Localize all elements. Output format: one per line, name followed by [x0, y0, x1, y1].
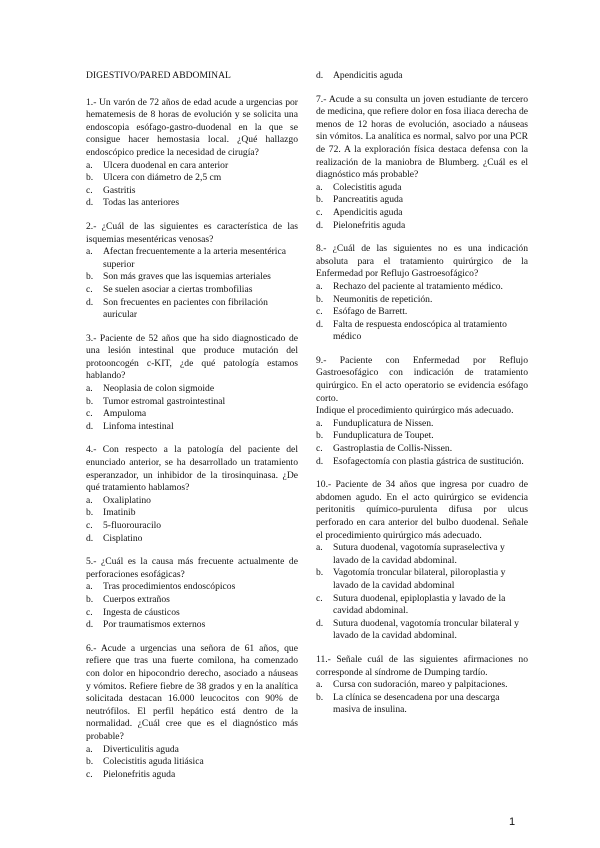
option-text: Rechazo del paciente al tratamiento médico.: [333, 280, 503, 292]
option-text: Apendicitis aguda: [333, 206, 403, 218]
left-column: [86, 70, 298, 792]
answer-option: [316, 679, 528, 692]
option-text: Gastritis: [103, 184, 136, 196]
option-text: Se suelen asociar a ciertas trombofilias: [103, 283, 253, 295]
question: [86, 444, 298, 545]
option-text: 5-fluorouracilo: [103, 520, 162, 531]
option-letter: b.: [86, 593, 94, 605]
answer-option: [86, 421, 298, 434]
question-stem: 2.- ¿Cuál de las siguientes es característica de las isquemias mesentéricas venosas?: [86, 220, 298, 245]
option-letter: a.: [86, 159, 93, 171]
answer-option: [86, 246, 298, 271]
answer-option: [316, 542, 528, 567]
option-text: Tumor estromal gastrointestinal: [103, 395, 226, 407]
answer-option: [86, 383, 298, 396]
answer-option: [316, 319, 528, 344]
answer-option: [86, 297, 298, 322]
option-letter: d.: [316, 455, 324, 467]
question: [86, 221, 298, 322]
answer-option: [316, 294, 528, 307]
option-text: La clínica se desencadena por una descarga masiva de insulina.: [333, 691, 500, 716]
answer-option: [86, 197, 298, 210]
answer-option: [316, 418, 528, 431]
option-letter: d.: [86, 197, 94, 209]
answer-option: [316, 430, 528, 443]
question: [86, 556, 298, 632]
page-number: 1: [509, 816, 516, 828]
option-letter: a.: [316, 417, 323, 429]
option-letter: b.: [316, 567, 324, 579]
option-text: Esófago de Barrett.: [333, 306, 408, 318]
option-letter: d.: [316, 70, 324, 81]
question-stem: 8.- ¿Cuál de las siguientes no es una indicación absoluta para el tratamiento quirúrgico de la Enfermedad por Reflujo Gastroesofágico?: [316, 243, 528, 280]
option-letter: d.: [86, 296, 94, 308]
answer-option: [86, 396, 298, 409]
answer-option: [86, 520, 298, 533]
answer-option: [316, 567, 528, 592]
question: [316, 94, 528, 233]
page-title: DIGESTIVO/PARED ABDOMINAL: [86, 70, 231, 81]
answer-option: [86, 160, 298, 173]
answer-option: [86, 619, 298, 632]
question: [316, 70, 528, 83]
option-letter: d.: [316, 318, 324, 330]
answer-option: [316, 593, 528, 618]
option-text: Afectan frecuentemente a la arteria mesentérica superior: [103, 246, 286, 270]
answer-option: [86, 408, 298, 421]
option-letter: c.: [86, 520, 93, 531]
option-letter: a.: [86, 743, 93, 755]
option-letter: a.: [316, 181, 323, 193]
answer-option: [86, 172, 298, 185]
right-questions: [316, 70, 528, 717]
answer-option: [86, 507, 298, 520]
option-letter: c.: [86, 768, 93, 780]
answer-option: [86, 533, 298, 546]
option-letter: a.: [86, 581, 93, 593]
option-text: Pancreatitis aguda: [333, 194, 404, 206]
option-letter: d.: [86, 532, 94, 544]
option-letter: c.: [86, 184, 93, 196]
option-text: Vagotomía troncular bilateral, piloroplastia y lavado de la cavidad abdominal: [333, 567, 506, 591]
option-letter: b.: [86, 756, 94, 768]
question-stem: 11.- Señale cuál de las siguientes afirmaciones no corresponde al síndrome de Dumping tardío.: [316, 653, 528, 678]
question-stem: Indique el procedimiento quirúrgico más adecuado.: [316, 405, 514, 417]
option-text: Funduplicatura de Nissen.: [333, 417, 434, 429]
question-stem: 10.- Paciente de 34 años que ingresa por cuadro de abdomen agudo. En el acto quirúrgico se evidencia peritonitis químico-purulenta difusa por ulcus perforado en cara anterior del bulbo duodenal. Señale el procedimiento quirúrgico más adecuado.: [316, 479, 528, 541]
question: [86, 643, 298, 782]
question-stem: 9.- Paciente con Enfermedad por Reflujo Gastroesofágico con indicación de tratamiento quirúrgico. En el acto operatorio se evidencia esófago corto.: [316, 354, 528, 404]
option-letter: c.: [86, 606, 93, 618]
option-text: Todas las anteriores: [103, 197, 180, 209]
answer-option: [86, 607, 298, 620]
option-text: Pielonefritis aguda: [333, 219, 406, 231]
option-letter: b.: [86, 172, 94, 184]
option-letter: a.: [86, 246, 93, 258]
option-text: Imatinib: [103, 507, 136, 519]
answer-option: [86, 769, 298, 782]
answer-option: [86, 271, 298, 284]
option-text: Oxaliplatino: [103, 494, 151, 506]
option-letter: b.: [316, 691, 324, 703]
option-text: Sutura duodenal, epiploplastia y lavado de la cavidad abdominal.: [333, 592, 506, 617]
question: [316, 654, 528, 717]
question-stem: 6.- Acude a urgencias una señora de 61 años, que refiere que tras una fuerte comilona, ha comenzado con dolor en hipocondrio derecho, asociado a náuseas y vómitos. Refiere fiebre de 38 grados y en la analítica solicitada destacan 16.000 leucocitos con 90% de neutrófilos. El perfil hepático está dentro de la normalidad. ¿Cuál cree que es el diagnóstico más probable?: [86, 642, 298, 742]
option-text: Cuerpos extraños: [103, 593, 170, 605]
option-letter: b.: [316, 430, 324, 442]
answer-option: [316, 306, 528, 319]
answer-option: [86, 185, 298, 198]
option-text: Ulcera con diámetro de 2,5 cm: [103, 172, 222, 184]
option-text: Ampuloma: [103, 408, 147, 420]
question-stem: 5.- ¿Cuál es la causa más frecuente actualmente de perforaciones esofágicas?: [86, 556, 298, 580]
option-letter: a.: [316, 679, 323, 691]
answer-option: [86, 495, 298, 508]
option-letter: b.: [316, 194, 324, 206]
question-stem: 4.- Con respecto a la patología del paciente del enunciado anterior, se ha desarrollado un tratamiento esperanzador, un inhibidor de la tirosinquinasa. ¿De qué tratamiento hablamos?: [86, 444, 298, 494]
answer-option: [316, 182, 528, 195]
option-letter: a.: [316, 542, 323, 554]
question: [316, 243, 528, 344]
option-letter: d.: [316, 617, 324, 629]
option-letter: c.: [86, 283, 93, 295]
option-text: Sutura duodenal, vagotomía troncular bilateral y lavado de la cavidad abdominal.: [333, 617, 519, 642]
question: [86, 333, 298, 434]
option-letter: c.: [316, 592, 323, 604]
option-text: Falta de respuesta endoscópica al tratamiento médico: [333, 318, 507, 343]
option-text: Ingesta de cáusticos: [103, 606, 180, 618]
option-text: Funduplicatura de Toupet.: [333, 430, 434, 442]
question: [316, 355, 528, 468]
answer-option: [86, 581, 298, 594]
option-letter: a.: [316, 280, 323, 292]
option-letter: d.: [86, 420, 94, 432]
answer-option: [316, 281, 528, 294]
option-text: Tras procedimientos endoscópicos: [103, 581, 236, 593]
option-text: Pielonefritis aguda: [103, 768, 176, 780]
question-stem: 1.- Un varón de 72 años de edad acude a urgencias por hematemesis de 8 horas de evolución y se solicita una endoscopia esófago-gastro-duodenal en la que se consigue hacer hemostasia local. ¿Qué hallazgo endoscópico predice la necesidad de cirugía?: [86, 96, 298, 158]
left-questions: [86, 97, 298, 782]
option-text: Esofagectomía con plastia gástrica de sustitución.: [333, 455, 524, 467]
question: [86, 97, 298, 210]
option-text: Cisplatino: [103, 532, 143, 544]
answer-option: [316, 456, 528, 469]
question-stem: 7.- Acude a su consulta un joven estudiante de tercero de medicina, que refiere dolor en fosa iliaca derecha de menos de 12 horas de evolución, asociado a náuseas sin vómitos. La analítica es normal, salvo por una PCR de 72. A la exploración física destaca defensa con la realización de la maniobra de Blumberg. ¿Cuál es el diagnóstico más probable?: [316, 93, 529, 181]
option-letter: c.: [86, 408, 93, 420]
option-text: Neumonitis de repetición.: [333, 293, 433, 305]
option-text: Son frecuentes en pacientes con fibrilación auricular: [103, 296, 268, 321]
option-text: Sutura duodenal, vagotomía supraselectiva y lavado de la cavidad abdominal.: [333, 542, 505, 566]
option-text: Diverticulitis aguda: [103, 743, 179, 755]
option-text: Colecistitis aguda litiásica: [103, 756, 204, 768]
answer-option: [316, 443, 528, 456]
option-letter: d.: [86, 619, 94, 631]
answer-option: [316, 692, 528, 717]
question-stem: 3.- Paciente de 52 años que ha sido diagnosticado de una lesión intestinal que produce mutación del protooncogén c-KIT, ¿de qué patología estamos hablando?: [86, 332, 298, 382]
answer-option: [316, 207, 528, 220]
option-text: Cursa con sudoración, mareo y palpitaciones.: [333, 679, 508, 691]
option-text: Linfoma intestinal: [103, 420, 174, 432]
option-letter: b.: [86, 395, 94, 407]
answer-option: [86, 756, 298, 769]
option-text: Apendicitis aguda: [333, 70, 403, 81]
option-letter: c.: [316, 306, 323, 318]
answer-option: [86, 744, 298, 757]
answer-option: [316, 194, 528, 207]
option-letter: d.: [316, 219, 324, 231]
option-text: Colecistitis aguda: [333, 181, 402, 193]
option-text: Neoplasia de colon sigmoide: [103, 383, 215, 395]
option-letter: b.: [86, 507, 94, 519]
option-text: Son más graves que las isquemias arteriales: [103, 271, 271, 283]
option-text: Gastroplastia de Collis-Nissen.: [333, 443, 453, 455]
answer-option: [316, 618, 528, 643]
option-text: Ulcera duodenal en cara anterior: [103, 159, 229, 171]
answer-option: [86, 594, 298, 607]
option-letter: c.: [316, 206, 323, 218]
question: [316, 479, 528, 643]
option-letter: a.: [86, 494, 93, 506]
option-text: Por traumatismos externos: [103, 619, 206, 631]
right-column: [316, 70, 528, 728]
answer-option: [316, 220, 528, 233]
option-letter: c.: [316, 443, 323, 455]
answer-option: [316, 70, 528, 83]
option-letter: a.: [86, 383, 93, 395]
option-letter: b.: [316, 293, 324, 305]
option-letter: b.: [86, 271, 94, 283]
answer-option: [86, 284, 298, 297]
